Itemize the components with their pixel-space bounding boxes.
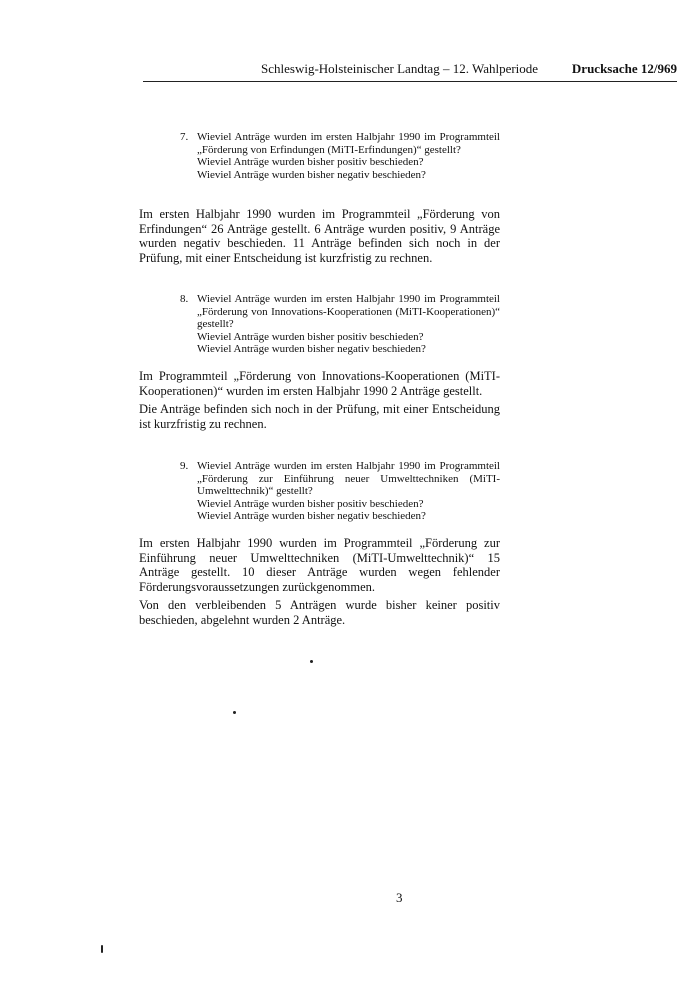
answer-7: [139, 207, 500, 269]
page-number: 3: [396, 890, 403, 905]
scan-speck: [310, 660, 313, 663]
answer-paragraph: Im Programmteil „Förderung von Innovations-Kooperationen (MiTI-Kooperationen)“ wurden im ersten Halbjahr 1990 2 Anträge gestellt.: [139, 369, 500, 398]
answer-paragraph: Im ersten Halbjahr 1990 wurden im Programmteil „Förderung zur Einführung neuer Umwelttechniken (MiTI-Umwelttechnik)“ 15 Anträge gestellt. 10 dieser Anträge wurden wegen fehlender Förderungsvoraussetzungen zurückgenommen.: [139, 536, 500, 594]
drucksache-number: Drucksache 12/969: [571, 61, 677, 76]
question-sub-negative: Wieviel Anträge wurden bisher negativ beschieden?: [197, 510, 426, 522]
question-sub-negative: Wieviel Anträge wurden bisher negativ beschieden?: [197, 343, 426, 355]
question-8: [180, 293, 500, 356]
page-header: [143, 60, 677, 82]
question-text: Wieviel Anträge wurden im ersten Halbjahr 1990 im Programmteil „Förderung zur Einführung neuer Umwelttechniken (MiTI-Umwelttechnik)“ gestellt?: [197, 460, 500, 497]
answer-paragraph: Die Anträge befinden sich noch in der Prüfung, mit einer Entscheidung ist kurzfristig zu rechnen.: [139, 402, 500, 431]
question-9: [180, 460, 500, 523]
scan-speck: [101, 945, 103, 953]
question-number: 8.: [180, 293, 189, 305]
answer-paragraph: Von den verbleibenden 5 Anträgen wurde bisher keiner positiv beschieden, abgelehnt wurden 2 Anträge.: [139, 598, 500, 627]
answer-8: [139, 369, 500, 435]
question-text: Wieviel Anträge wurden im ersten Halbjahr 1990 im Programmteil „Förderung von Innovations-Kooperationen (MiTI-Kooperationen)“ gestellt?: [197, 293, 500, 330]
question-sub-positive: Wieviel Anträge wurden bisher positiv beschieden?: [197, 156, 424, 168]
running-title: Schleswig-Holsteinischer Landtag – 12. Wahlperiode: [261, 61, 539, 76]
question-sub-negative: Wieviel Anträge wurden bisher negativ beschieden?: [197, 168, 426, 181]
answer-paragraph: Im ersten Halbjahr 1990 wurden im Programmteil „Förderung von Erfindungen“ 26 Anträge gestellt. 6 Anträge wurden positiv, 9 Anträge wurden negativ beschieden. 11 Anträge befinden sich noch in der Prüfung, mit einer Entscheidung ist kurzfristig zu rechnen.: [139, 207, 500, 265]
question-number: 9.: [180, 460, 189, 472]
question-7: [180, 131, 500, 181]
scan-speck: [233, 711, 236, 714]
question-sub-positive: Wieviel Anträge wurden bisher positiv beschieden?: [197, 330, 424, 343]
question-text: Wieviel Anträge wurden im ersten Halbjahr 1990 im Programmteil „Förderung von Erfindungen (MiTI-Erfindungen)“ gestellt?: [197, 131, 500, 156]
question-number: 7.: [180, 131, 189, 143]
question-sub-positive: Wieviel Anträge wurden bisher positiv beschieden?: [197, 497, 424, 510]
answer-9: [139, 536, 500, 631]
